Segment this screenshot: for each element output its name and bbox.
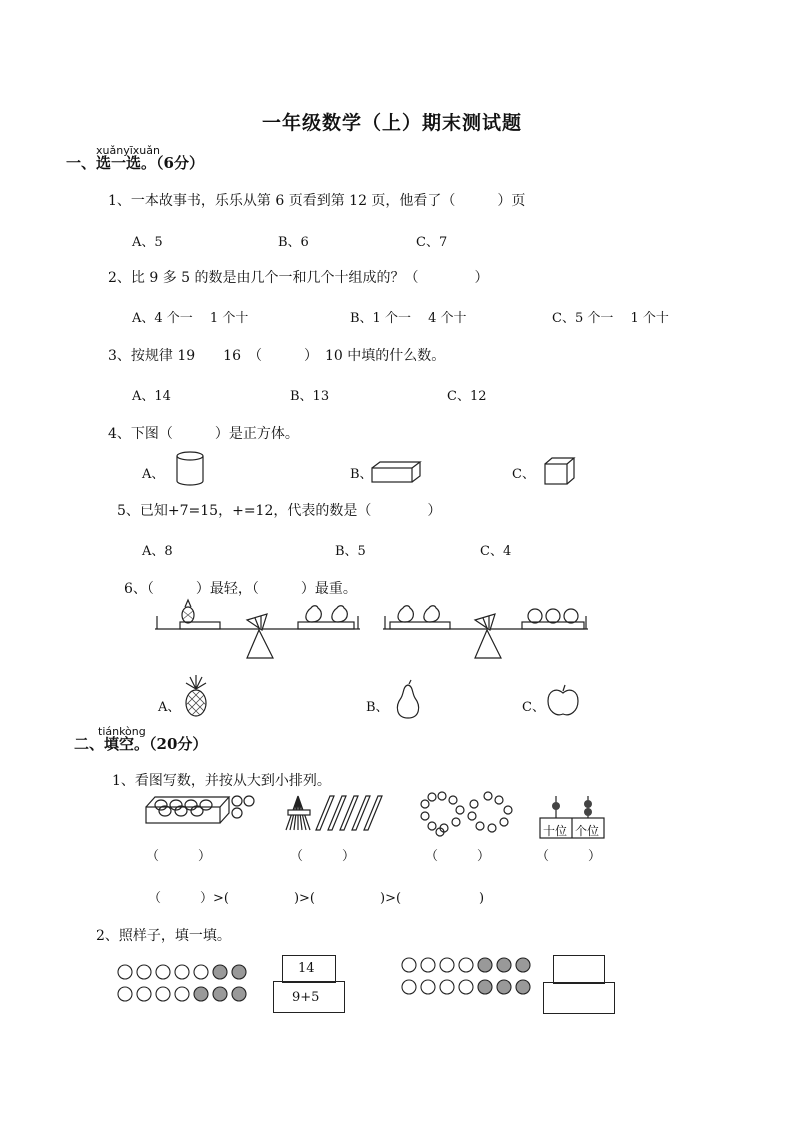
q3-option-c[interactable]: C、12 <box>447 389 487 404</box>
section1-pinyin: xuǎnyīxuǎn <box>96 144 160 157</box>
blank-beads[interactable]: （ ） <box>425 849 491 864</box>
q4-option-c[interactable]: C、 <box>512 467 535 482</box>
q3-option-a[interactable]: A、14 <box>132 389 171 404</box>
q2-option-b[interactable]: B、1 个一 4 个十 <box>350 311 467 326</box>
apple-icon <box>546 683 580 719</box>
section2-pinyin: tiánkòng <box>98 725 146 738</box>
q5-option-c[interactable]: C、4 <box>480 544 512 559</box>
balance-scale-left <box>155 598 365 660</box>
egg-tray-picture <box>145 795 255 829</box>
question-1: 1、一本故事书，乐乐从第 6 页看到第 12 页，他看了（ ）页 <box>108 193 526 209</box>
q2-option-a[interactable]: A、4 个一 1 个十 <box>132 311 249 326</box>
question-3: 3、按规律 19 16 （ ） 10 中填的什么数。 <box>108 348 446 364</box>
example-bottom-value: 9+5 <box>292 990 320 1005</box>
blank-abacus[interactable]: （ ） <box>536 849 602 864</box>
q4-option-b[interactable]: B、 <box>350 467 373 482</box>
beads-picture <box>420 792 520 836</box>
q1-option-a[interactable]: A、5 <box>132 235 163 250</box>
q5-option-b[interactable]: B、5 <box>335 544 366 559</box>
answer-top-box[interactable] <box>553 955 605 984</box>
question-2: 2、比 9 多 5 的数是由几个一和几个十组成的？（ ） <box>108 270 489 286</box>
pear-icon <box>393 680 423 720</box>
balance-scale-right <box>383 598 593 660</box>
question-5: 5、已知+7=15，+=12，代表的数是（ ） <box>117 503 442 519</box>
abacus-ones-label: 个位 <box>575 824 600 838</box>
cube-icon <box>543 457 577 487</box>
s2-question-2: 2、照样子，填一填。 <box>96 928 231 944</box>
answer-bottom-box[interactable] <box>543 982 615 1014</box>
cuboid-icon <box>370 460 424 486</box>
section1-heading: 一、选一选。（6分） <box>66 154 204 172</box>
question-6: 6、（ ）最轻，（ ）最重。 <box>124 581 357 597</box>
sticks-picture <box>280 792 385 836</box>
abacus-tens-label: 十位 <box>543 824 568 838</box>
q1-option-b[interactable]: B、6 <box>278 235 309 250</box>
pineapple-icon <box>182 675 210 717</box>
section2-heading: 二、填空。（20分） <box>74 735 208 753</box>
counters-example <box>117 962 257 1004</box>
q5-option-a[interactable]: A、8 <box>142 544 173 559</box>
blank-egg-tray[interactable]: （ ） <box>146 849 212 864</box>
blank-sticks[interactable]: （ ） <box>290 849 356 864</box>
s2-question-1: 1、看图写数，并按从大到小排列。 <box>112 773 331 789</box>
q3-option-b[interactable]: B、13 <box>290 389 330 404</box>
q6-option-c[interactable]: C、 <box>522 700 545 715</box>
q6-option-a[interactable]: A、 <box>158 700 181 715</box>
q1-option-c[interactable]: C、7 <box>416 235 448 250</box>
q6-option-b[interactable]: B、 <box>366 700 389 715</box>
example-top-value: 14 <box>298 961 315 976</box>
counters-exercise <box>401 957 541 999</box>
cylinder-icon <box>175 451 207 487</box>
q4-option-a[interactable]: A、 <box>142 467 165 482</box>
q2-option-c[interactable]: C、5 个一 1 个十 <box>552 311 669 326</box>
question-4: 4、下图（ ）是正方体。 <box>108 426 299 442</box>
page-title: 一年级数学（上）期末测试题 <box>262 112 523 134</box>
order-line[interactable]: （ ）>( )>( )>( ) <box>148 891 485 906</box>
